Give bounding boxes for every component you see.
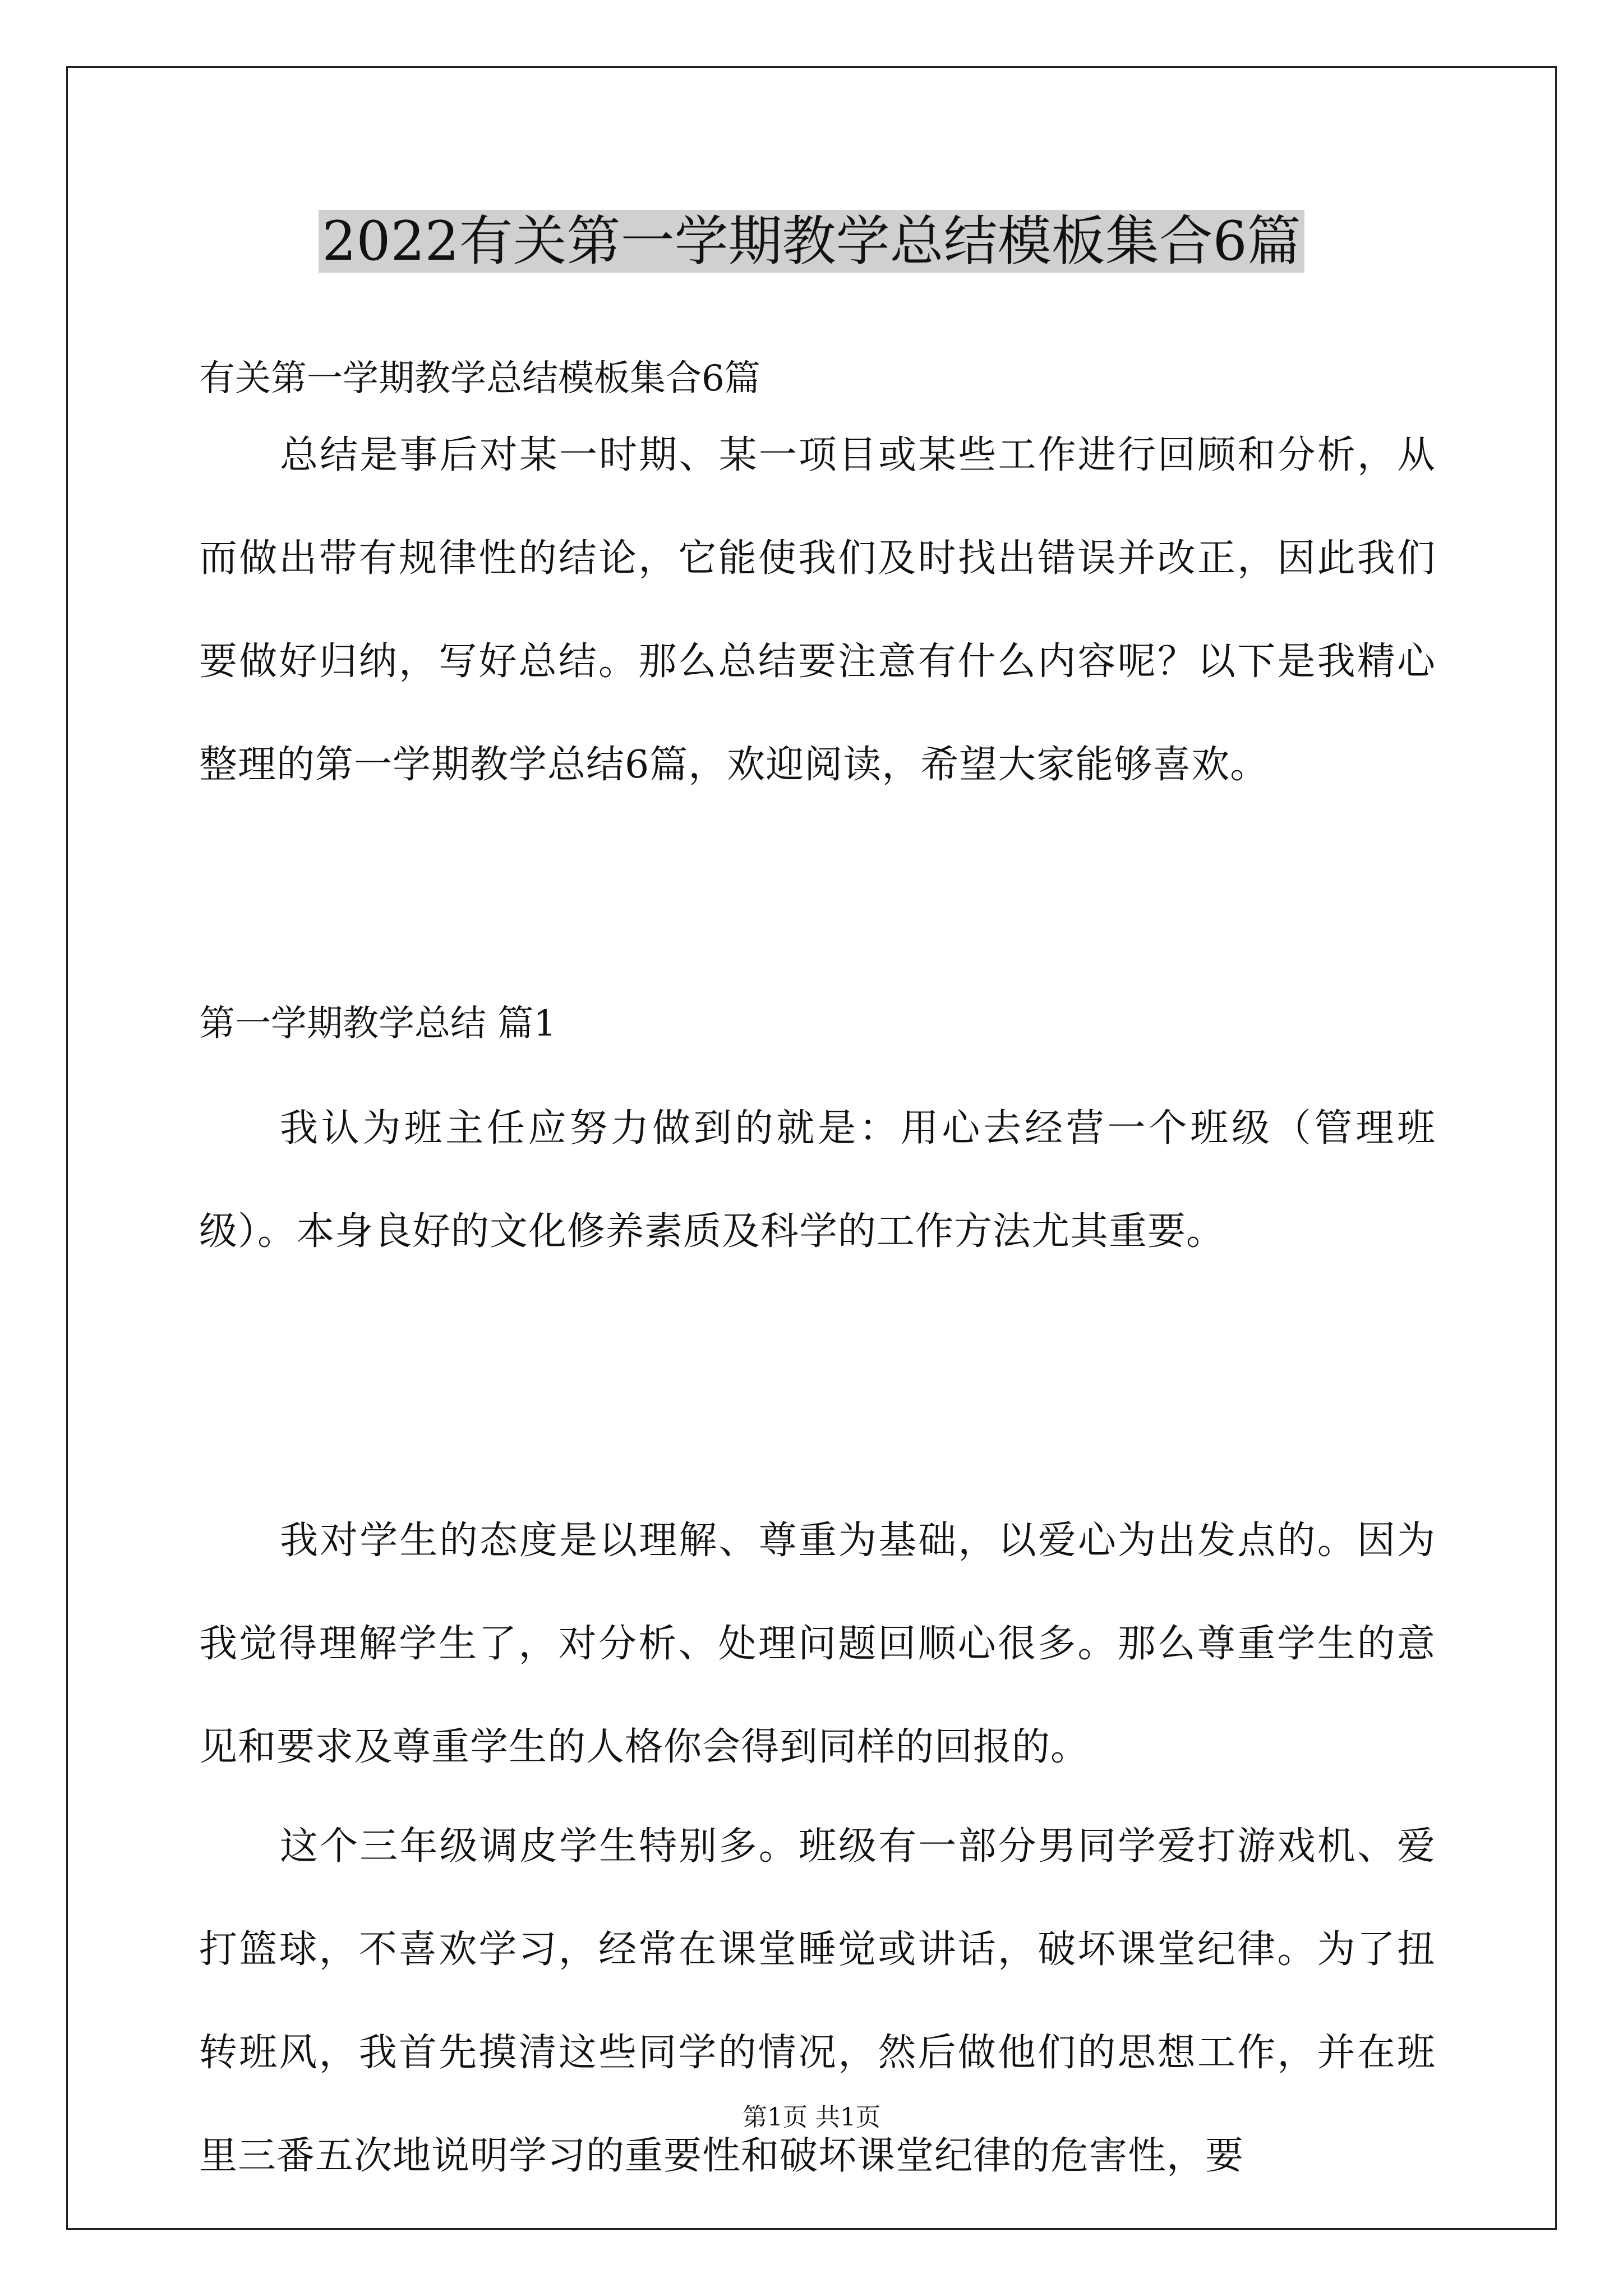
section-heading: 第一学期教学总结 篇1 <box>199 1003 557 1045</box>
body-paragraph-1: 我认为班主任应努力做到的就是：用心去经营一个班级（管理班级）。本身良好的文化修养素质及科学的工作方法尤其重要。 <box>199 1106 1436 1254</box>
page-footer: 第1页 共1页 <box>743 2103 880 2132</box>
body-paragraph-3: 这个三年级调皮学生特别多。班级有一部分男同学爱打游戏机、爱打篮球，不喜欢学习，经常在课堂睡觉或讲话，破坏课堂纪律。为了扭转班风，我首先摸清这些同学的情况，然后做他们的思想工作，并在班里三番五次地说明学习的重要性和破坏课堂纪律的危害性，要 <box>199 1824 1436 2178</box>
document-title <box>0 202 1623 280</box>
body-paragraph-2: 我对学生的态度是以理解、尊重为基础，以爱心为出发点的。因为我觉得理解学生了，对分析、处理问题回顺心很多。那么尊重学生的意见和要求及尊重学生的人格你会得到同样的回报的。 <box>199 1519 1436 1769</box>
intro-paragraph: 总结是事后对某一时期、某一项目或某些工作进行回顾和分析，从而做出带有规律性的结论，它能使我们及时找出错误并改正，因此我们要做好归纳，写好总结。那么总结要注意有什么内容呢？以下是我精心整理的第一学期教学总结6篇，欢迎阅读，希望大家能够喜欢。 <box>199 433 1436 787</box>
document-subtitle: 有关第一学期教学总结模板集合6篇 <box>199 358 760 399</box>
document-title-text: 2022有关第一学期教学总结模板集合6篇 <box>319 210 1304 273</box>
